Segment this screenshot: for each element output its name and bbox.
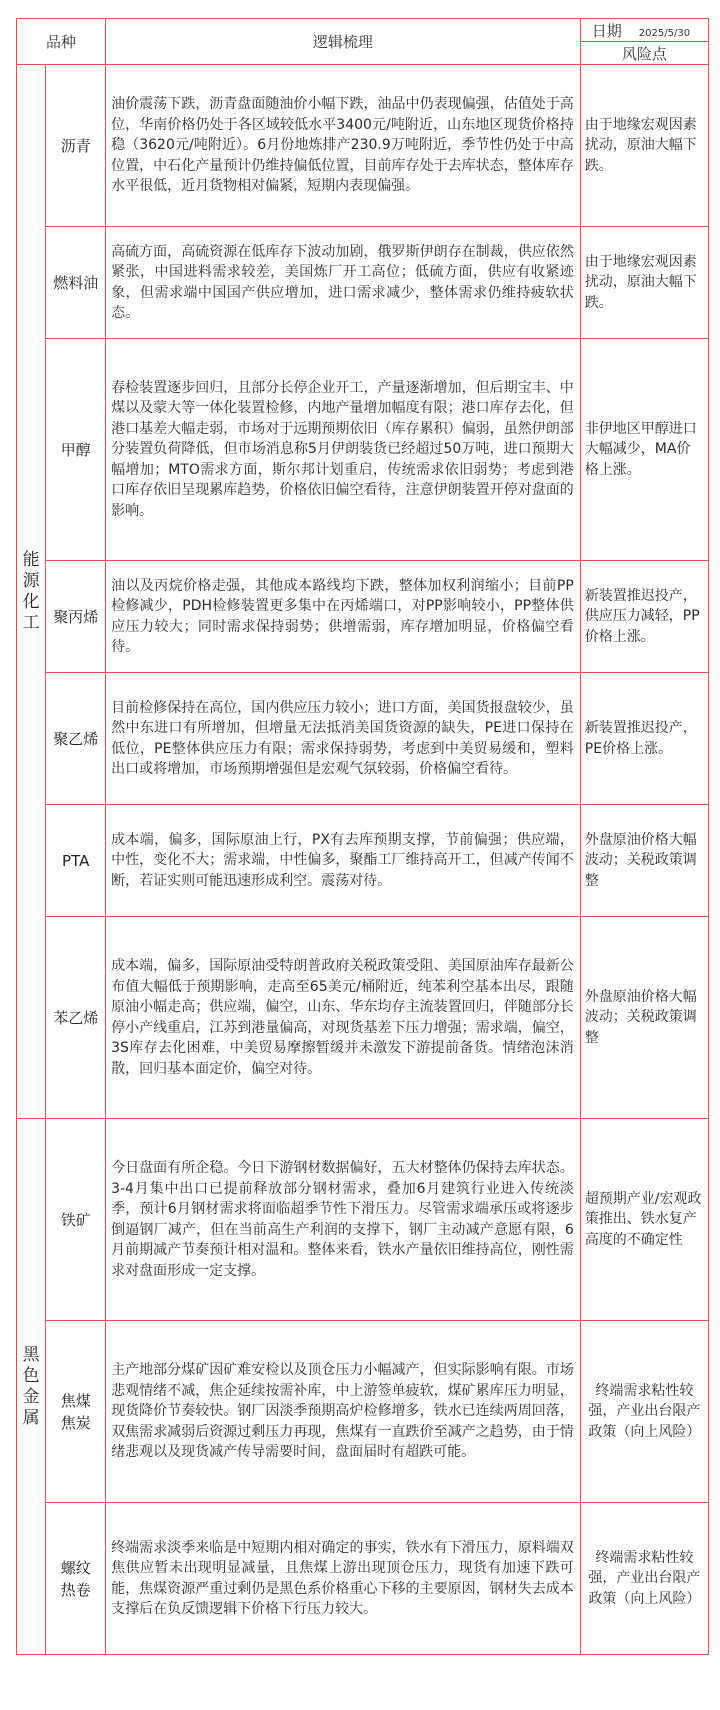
- product-name: PTA: [46, 805, 106, 917]
- product-name: 焦煤 焦炭: [46, 1321, 106, 1503]
- logic-text: 油价震荡下跌，沥青盘面随油价小幅下跌，油品中仍表现偏强，估值处于高位，华南价格仍处于各区域较低水平3400元/吨附近，山东地区现货价格持稳（3620元/吨附近）。6月份地炼排产230.9万吨附近，季节性仍处于中高位置，中石化产量预计仍维持偏低位置，目前库存处于去库状态，整体库存水平很低，近月货物相对偏紧，短期内表现偏强。: [106, 65, 581, 227]
- product-name: 苯乙烯: [46, 917, 106, 1119]
- logic-text: 成本端，偏多，国际原油受特朗普政府关税政策受阻、美国原油库存最新公布值大幅低于预期影响，走高至65美元/桶附近，纯苯利空基本出尽，跟随原油小幅走高；供应端，偏空，山东、华东均存主流装置回归，伴随部分长停小产线重启，江苏到港量偏高，对现货基差下压力增强；需求端，偏空，3S库存去化困难，中美贸易摩擦暂缓并未激发下游提前备货。情绪泡沫消散，回归基本面定价，偏空对待。: [106, 917, 581, 1119]
- row-iron-ore: [17, 1119, 709, 1321]
- risk-text: 终端需求粘性较强，产业出台限产政策（向上风险）: [580, 1321, 708, 1503]
- group-char: 黑: [22, 1344, 40, 1365]
- group-energy-chem: [17, 65, 46, 1119]
- group-ferrous-metals: [17, 1119, 46, 1655]
- logic-text: 目前检修保持在高位，国内供应压力较小；进口方面，美国货报盘较少，虽然中东进口有所增加，但增量无法抵消美国货资源的缺失，PE进口保持在低位，PE整体供应压力有限；需求保持弱势，考虑到中美贸易缓和，塑料出口或将增加，市场预期增强但是宏观气氛较弱，价格偏空看待。: [106, 673, 581, 805]
- risk-text: 新装置推迟投产，PE价格上涨。: [580, 673, 708, 805]
- risk-text: 外盘原油价格大幅波动；关税政策调整: [580, 805, 708, 917]
- logic-text: 春检装置逐步回归，且部分长停企业开工，产量逐渐增加，但后期宝丰、中煤以及蒙大等一体化装置检修，内地产量增加幅度有限；港口库存去化，但港口基差大幅走弱，市场对于远期预期依旧（库存累积）偏弱，虽然伊朗部分装置负荷降低，但市场消息称5月伊朗装货已经超过50万吨，进口预期大幅增加；MTO需求方面，斯尔邦计划重启，传统需求依旧弱势；考虑到港口库存依旧呈现累库趋势，价格依旧偏空看待，注意伊朗装置开停对盘面的影响。: [106, 339, 581, 561]
- header-row-1: [17, 19, 709, 42]
- group-char: 化: [22, 591, 40, 612]
- logic-text: 油以及丙烷价格走强，其他成本路线均下跌，整体加权利润缩小；目前PP检修减少，PDH检修装置更多集中在丙烯端口，对PP影响较小，PP整体供应压力较大；同时需求保持弱势；供增需弱，库存增加明显，价格偏空看待。: [106, 561, 581, 673]
- analysis-table: [16, 18, 709, 1655]
- header-date-cell: [580, 19, 708, 42]
- risk-text: 非伊地区甲醇进口大幅减少，MA价格上涨。: [580, 339, 708, 561]
- group-char: 色: [22, 1365, 40, 1386]
- logic-text: 成本端，偏多，国际原油上行，PX有去库预期支撑，节前偏强；供应端，中性，变化不大；需求端，中性偏多，聚酯工厂维持高开工，但减产传闻不断，若证实则可能迅速形成利空。震荡对待。: [106, 805, 581, 917]
- group-char: 属: [22, 1407, 40, 1428]
- logic-text: 高硫方面，高硫资源在低库存下波动加剧，俄罗斯伊朗存在制裁，供应依然紧张，中国进料需求较差，美国炼厂开工高位；低硫方面，供应有收紧迹象，但需求端中国国产供应增加，进口需求减少，整体需求仍维持疲软状态。: [106, 227, 581, 339]
- risk-text: 终端需求粘性较强，产业出台限产政策（向上风险）: [580, 1503, 708, 1655]
- row-coking-coal-coke: [17, 1321, 709, 1503]
- logic-text: 终端需求淡季来临是中短期内相对确定的事实，铁水有下滑压力，原料端双焦供应暂未出现明显减量，且焦煤上游出现顶仓压力，现货有加速下跌可能，焦煤资源严重过剩仍是黑色系价格重心下移的主要原因，钢材失去成本支撑后在负反馈逻辑下价格下行压力较大。: [106, 1503, 581, 1655]
- date-label: 日期: [591, 21, 622, 40]
- header-logic: 逻辑梳理: [106, 19, 581, 65]
- logic-text: 主产地部分煤矿因矿难安检以及顶仓压力小幅减产，但实际影响有限。市场悲观情绪不减，焦企延续按需补库，中上游签单疲软，煤矿累库压力明显，现货降价节奏较快。钢厂因淡季预期高炉检修增多，铁水已连续两周回落，双焦需求减弱后资源过剩压力再现，焦煤有一直跌价至减产之趋势，由于情绪悲观以及现货减产传导需要时间，盘面届时有超跌可能。: [106, 1321, 581, 1503]
- risk-text: 由于地缘宏观因素扰动，原油大幅下跌。: [580, 65, 708, 227]
- header-risk: 风险点: [580, 42, 708, 65]
- row-rebar-hrc: [17, 1503, 709, 1655]
- product-name: 甲醇: [46, 339, 106, 561]
- logic-text: 今日盘面有所企稳。今日下游钢材数据偏好，五大材整体仍保持去库状态。3-4月集中出口已提前释放部分钢材需求，叠加6月建筑行业进入传统淡季，预计6月钢材需求将面临超季节性下滑压力。尽管需求端承压或将逐步倒逼钢厂减产，但在当前高生产利润的支撑下，钢厂主动减产意愿有限，6月前期减产节奏预计相对温和。整体来看，铁水产量依旧维持高位，刚性需求对盘面形成一定支撑。: [106, 1119, 581, 1321]
- product-name: 螺纹 热卷: [46, 1503, 106, 1655]
- product-name: 聚丙烯: [46, 561, 106, 673]
- row-pta: [17, 805, 709, 917]
- group-char: 能: [22, 549, 40, 570]
- group-char: 源: [22, 570, 40, 591]
- group-char: 金: [22, 1386, 40, 1407]
- product-name: 沥青: [46, 65, 106, 227]
- row-polypropylene: [17, 561, 709, 673]
- product-name: 聚乙烯: [46, 673, 106, 805]
- row-styrene: [17, 917, 709, 1119]
- row-fuel-oil: [17, 227, 709, 339]
- row-asphalt: [17, 65, 709, 227]
- risk-text: 由于地缘宏观因素扰动，原油大幅下跌。: [580, 227, 708, 339]
- date-value: 2025/5/30: [638, 27, 691, 39]
- product-name: 铁矿: [46, 1119, 106, 1321]
- product-name: 燃料油: [46, 227, 106, 339]
- risk-text: 超预期产业/宏观政策推出、铁水复产高度的不确定性: [580, 1119, 708, 1321]
- group-char: 工: [22, 612, 40, 633]
- header-product: 品种: [17, 19, 106, 65]
- row-polyethylene: [17, 673, 709, 805]
- risk-text: 新装置推迟投产，供应压力减轻，PP价格上涨。: [580, 561, 708, 673]
- risk-text: 外盘原油价格大幅波动；关税政策调整: [580, 917, 708, 1119]
- row-methanol: [17, 339, 709, 561]
